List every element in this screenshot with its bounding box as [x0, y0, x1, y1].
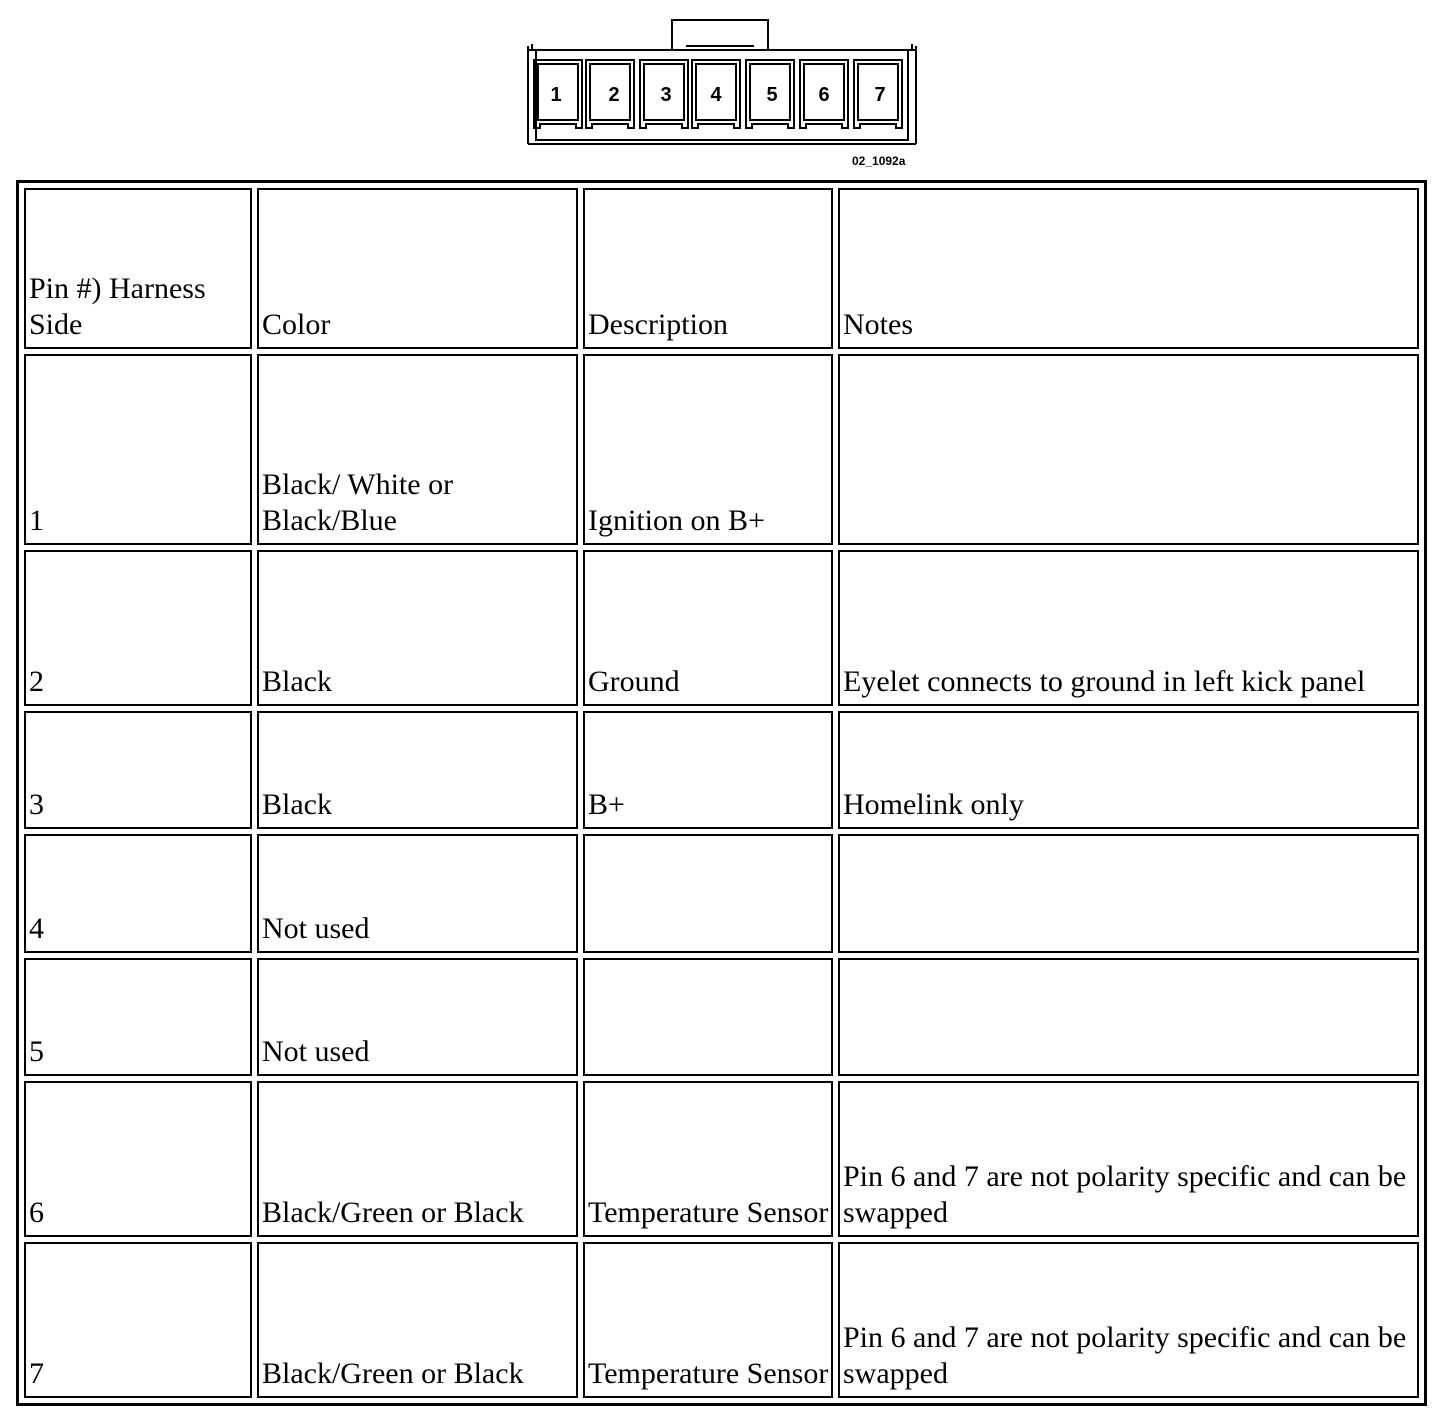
table-row	[24, 834, 1419, 953]
cell-color: Black/ White or Black/Blue	[257, 354, 578, 545]
cell-pin: 1	[24, 354, 252, 545]
cell-notes: Pin 6 and 7 are not polarity specific and can be swapped	[838, 1242, 1419, 1398]
pin-label: 3	[660, 84, 672, 106]
cell-description	[583, 958, 833, 1077]
pin-label: 6	[818, 84, 830, 106]
cell-description: Temperature Sensor	[583, 1081, 833, 1237]
pin-label: 7	[874, 84, 886, 106]
cell-pin: 6	[24, 1081, 252, 1237]
pin-label: 5	[766, 84, 778, 106]
connector-diagram	[526, 16, 918, 176]
cell-color: Not used	[257, 958, 578, 1077]
table-row	[24, 711, 1419, 830]
cell-color: Black	[257, 550, 578, 706]
cell-pin: 3	[24, 711, 252, 830]
table-row	[24, 354, 1419, 545]
table-row	[24, 1242, 1419, 1398]
cell-notes	[838, 354, 1419, 545]
cell-color: Black/Green or Black	[257, 1081, 578, 1237]
cell-color: Black/Green or Black	[257, 1242, 578, 1398]
header-pin: Pin #) Harness Side	[24, 188, 252, 349]
pin-label: 4	[710, 84, 722, 106]
cell-notes: Eyelet connects to ground in left kick panel	[838, 550, 1419, 706]
figure-id: 02_1092a	[852, 154, 906, 168]
cell-pin: 2	[24, 550, 252, 706]
pinout-table	[16, 180, 1427, 1406]
table-header-row	[24, 188, 1419, 349]
header-color: Color	[257, 188, 578, 349]
cell-description: Ground	[583, 550, 833, 706]
cell-description: B+	[583, 711, 833, 830]
header-description: Description	[583, 188, 833, 349]
cell-pin: 5	[24, 958, 252, 1077]
cell-color: Black	[257, 711, 578, 830]
cell-description	[583, 834, 833, 953]
cell-description: Ignition on B+	[583, 354, 833, 545]
table-row	[24, 550, 1419, 706]
cell-description: Temperature Sensor	[583, 1242, 833, 1398]
cell-pin: 4	[24, 834, 252, 953]
pin-label: 1	[550, 84, 562, 106]
cell-notes	[838, 958, 1419, 1077]
cell-notes: Homelink only	[838, 711, 1419, 830]
cell-notes: Pin 6 and 7 are not polarity specific and can be swapped	[838, 1081, 1419, 1237]
pin-label: 2	[608, 84, 620, 106]
cell-pin: 7	[24, 1242, 252, 1398]
cell-color: Not used	[257, 834, 578, 953]
table-row	[24, 1081, 1419, 1237]
table-row	[24, 958, 1419, 1077]
cell-notes	[838, 834, 1419, 953]
connector-outline	[526, 16, 918, 148]
header-notes: Notes	[838, 188, 1419, 349]
